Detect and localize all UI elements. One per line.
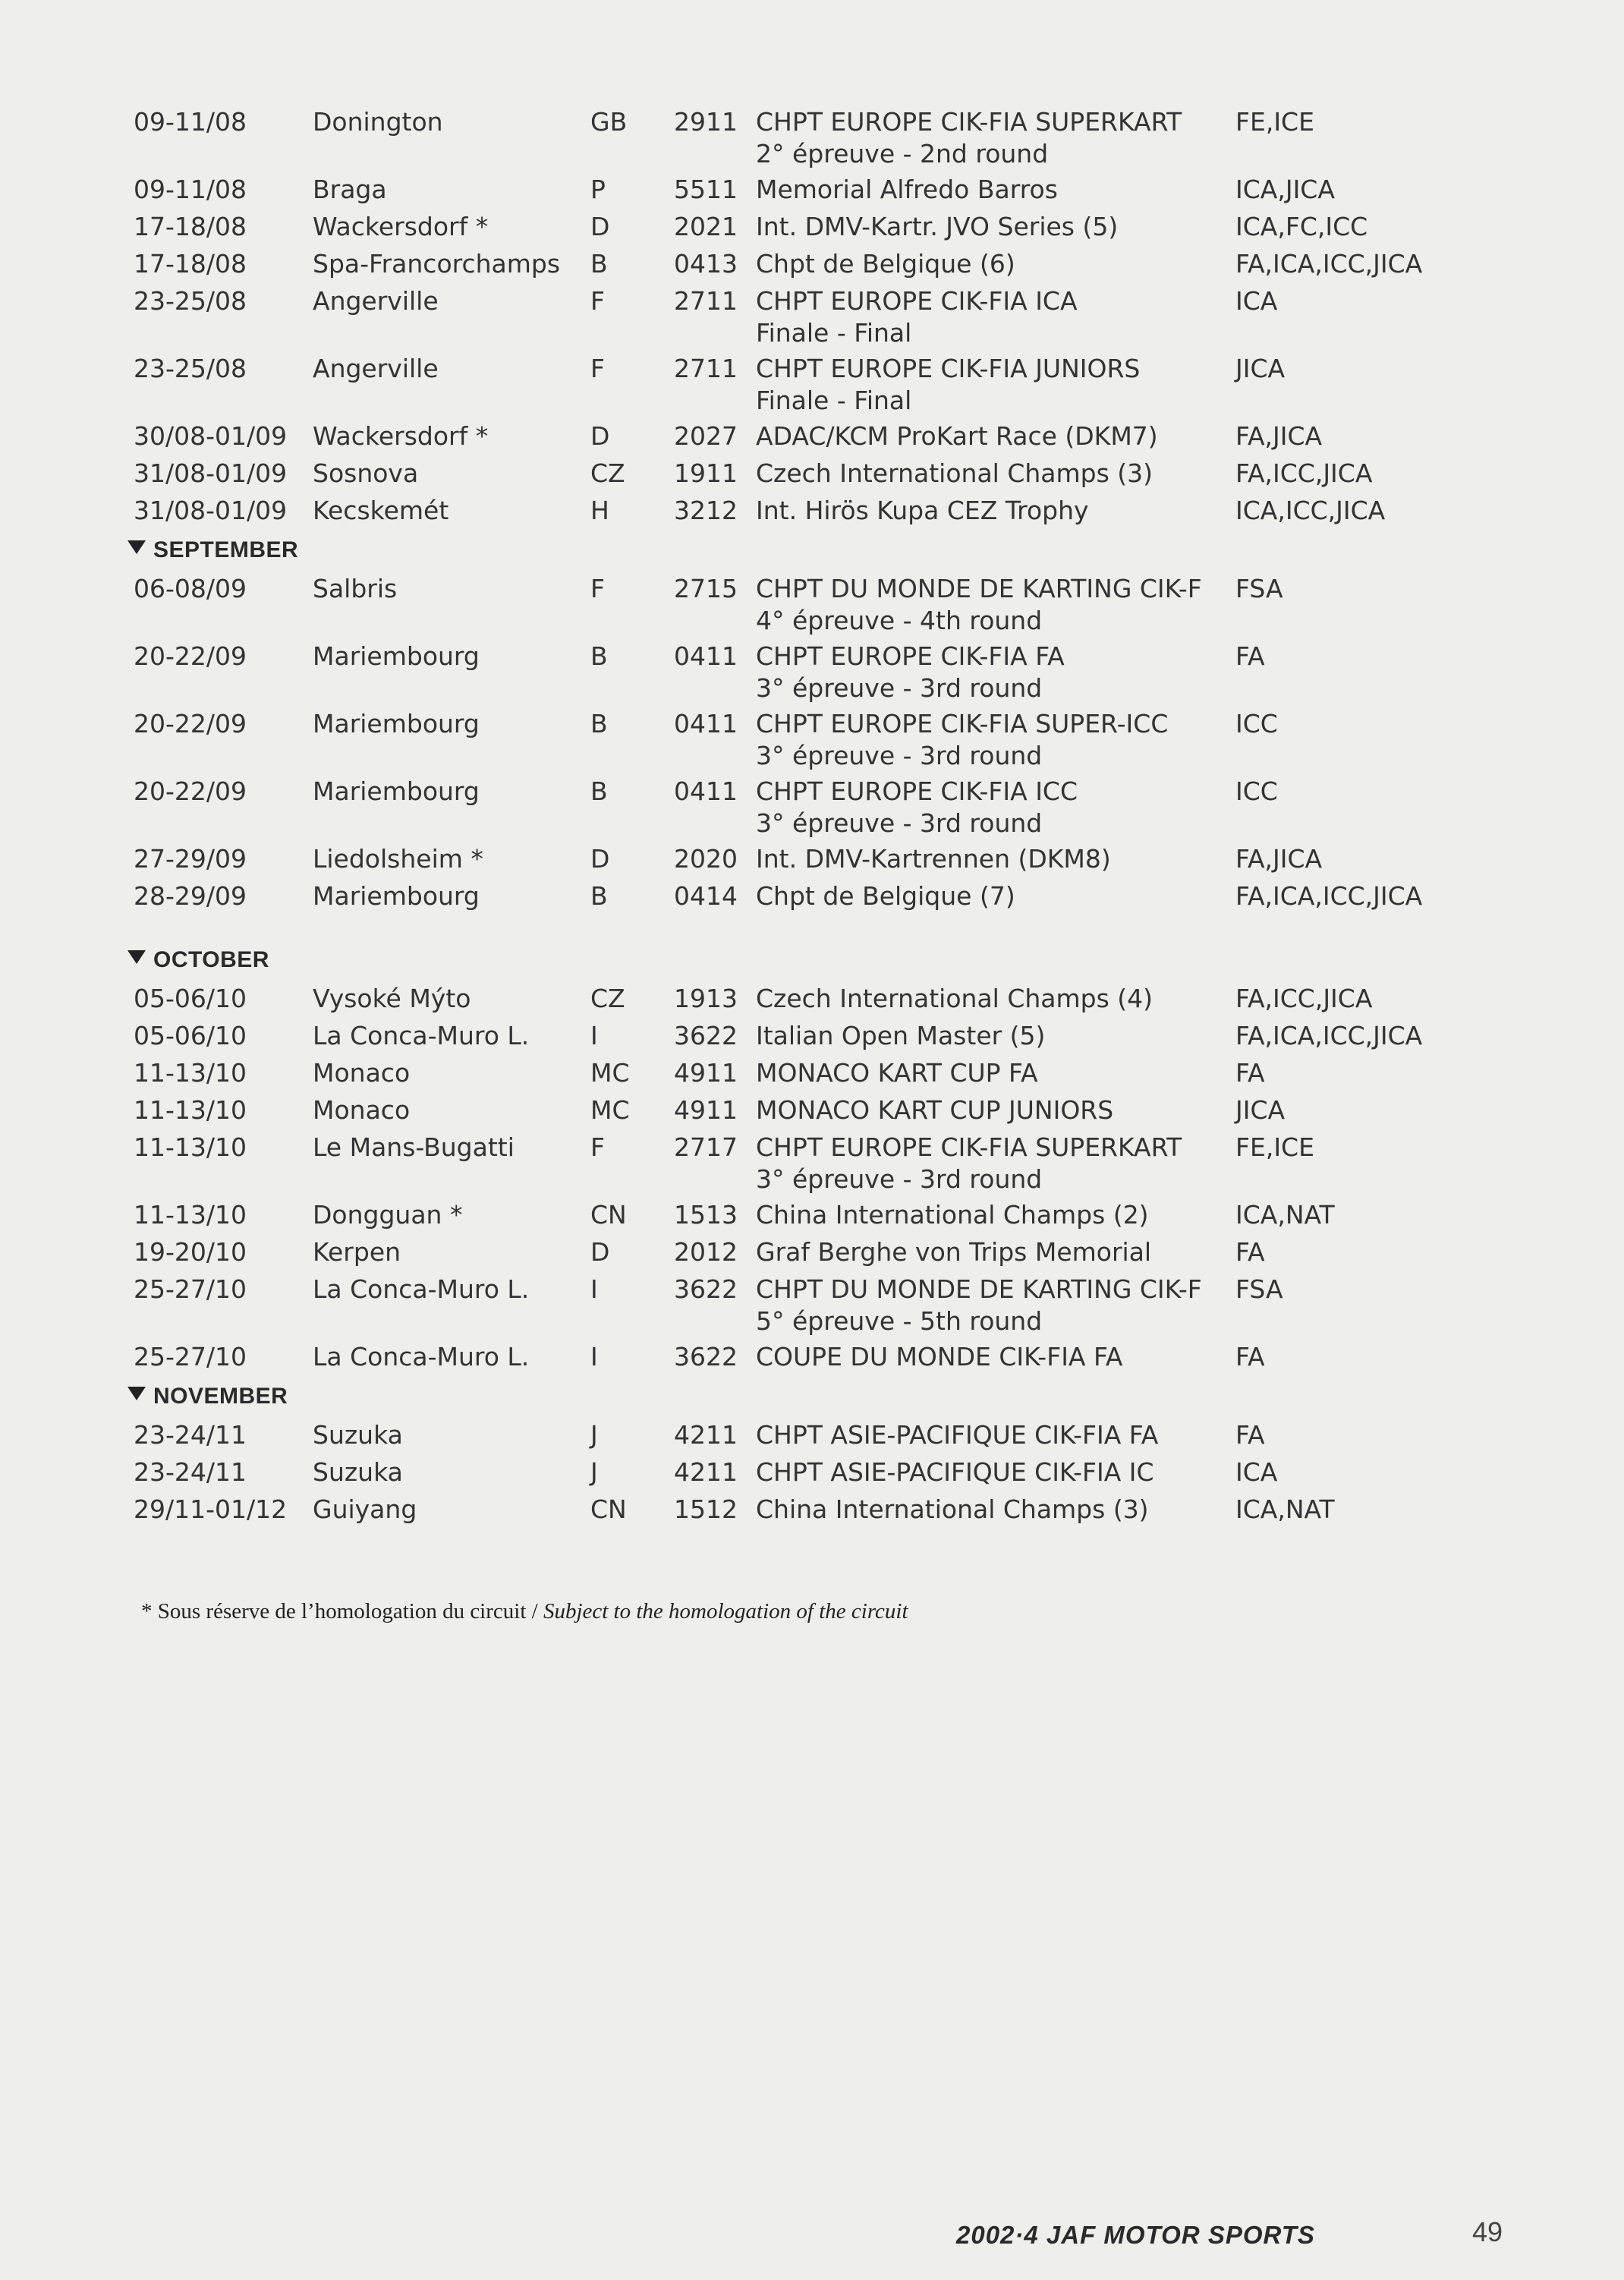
month-label: NOVEMBER (153, 1384, 288, 1409)
event-round: 2° épreuve - 2nd round (756, 139, 1049, 168)
event-name: Czech International Champs (3) (756, 458, 1153, 488)
event-title (756, 843, 1111, 875)
event-date: 11-13/10 (134, 1132, 247, 1162)
event-categories: ICC (1235, 709, 1278, 738)
event-venue: Angerville (313, 286, 439, 316)
event-date: 09-11/08 (134, 107, 247, 137)
event-venue: La Conca-Muro L. (313, 1274, 530, 1304)
event-venue: Kerpen (313, 1237, 401, 1267)
event-date: 05-06/10 (134, 984, 247, 1013)
event-venue: Mariembourg (313, 709, 480, 738)
event-code: 1913 (674, 984, 738, 1013)
event-title (756, 420, 1158, 452)
event-categories: FA (1235, 1342, 1265, 1371)
event-round: 4° épreuve - 4th round (756, 606, 1043, 635)
event-country: J (590, 1457, 598, 1487)
event-venue: Monaco (313, 1058, 411, 1088)
event-venue: Dongguan * (313, 1200, 463, 1230)
event-date: 20-22/09 (134, 709, 247, 738)
event-row (0, 776, 1624, 852)
event-country: F (590, 1132, 605, 1162)
event-categories: FA (1235, 1420, 1265, 1450)
event-round: 3° épreuve - 3rd round (756, 808, 1043, 838)
event-country: CN (590, 1200, 627, 1230)
event-country: CZ (590, 458, 625, 488)
publication-footer: 2002·4 JAF MOTOR SPORTS (956, 2221, 1315, 2249)
event-date: 23-25/08 (134, 354, 247, 383)
event-code: 5511 (674, 175, 738, 204)
event-code: 2027 (674, 421, 738, 451)
event-code: 1513 (674, 1200, 738, 1230)
event-name: CHPT ASIE-PACIFIQUE CIK-FIA IC (756, 1457, 1154, 1487)
event-country: CZ (590, 984, 625, 1013)
event-categories: ICA,NAT (1235, 1200, 1335, 1230)
event-country: J (590, 1420, 598, 1450)
event-categories: ICA,JICA (1235, 175, 1335, 204)
event-title (756, 776, 1078, 839)
event-name: Int. Hirös Kupa CEZ Trophy (756, 496, 1089, 525)
event-country: B (590, 641, 608, 671)
event-name: Graf Berghe von Trips Memorial (756, 1237, 1152, 1267)
month-heading (127, 945, 269, 975)
footnote (141, 1599, 908, 1624)
event-categories: ICA (1235, 286, 1278, 316)
event-country: MC (590, 1095, 630, 1125)
event-title (756, 641, 1065, 704)
event-categories: FA,ICC,JICA (1235, 458, 1373, 488)
event-round: Finale - Final (756, 318, 912, 348)
event-categories: FSA (1235, 1274, 1283, 1304)
event-categories: FA (1235, 641, 1265, 671)
event-venue: Mariembourg (313, 776, 480, 806)
event-code: 2711 (674, 354, 738, 383)
event-name: Chpt de Belgique (6) (756, 249, 1015, 279)
event-venue: Suzuka (313, 1420, 403, 1450)
event-venue: Donington (313, 107, 443, 137)
event-title (756, 353, 1140, 417)
triangle-down-icon (127, 1387, 146, 1400)
event-country: I (590, 1274, 598, 1304)
event-venue: La Conca-Muro L. (313, 1342, 530, 1371)
event-date: 09-11/08 (134, 175, 247, 204)
event-date: 11-13/10 (134, 1058, 247, 1088)
event-date: 06-08/09 (134, 574, 247, 603)
event-name: COUPE DU MONDE CIK-FIA FA (756, 1342, 1123, 1371)
event-name: CHPT DU MONDE DE KARTING CIK-F (756, 1274, 1202, 1304)
event-row (0, 353, 1624, 429)
event-venue: Liedolsheim * (313, 844, 483, 874)
event-categories: ICC (1235, 776, 1278, 806)
event-country: MC (590, 1058, 630, 1088)
event-date: 20-22/09 (134, 641, 247, 671)
event-title (756, 211, 1118, 243)
event-country: D (590, 844, 610, 874)
page-number: 49 (1472, 2216, 1503, 2247)
event-code: 4911 (674, 1058, 738, 1088)
event-categories: FE,ICE (1235, 107, 1314, 137)
event-name: China International Champs (2) (756, 1200, 1149, 1230)
event-title (756, 495, 1089, 527)
event-country: D (590, 421, 610, 451)
event-venue: Angerville (313, 354, 439, 383)
event-title (756, 708, 1168, 772)
event-code: 1512 (674, 1494, 738, 1524)
event-country: B (590, 881, 608, 911)
event-code: 2911 (674, 107, 738, 137)
month-label: OCTOBER (153, 947, 269, 972)
event-country: D (590, 1237, 610, 1267)
event-code: 0413 (674, 249, 738, 279)
event-row (0, 641, 1624, 716)
month-label: SEPTEMBER (153, 537, 299, 562)
event-venue: Monaco (313, 1095, 411, 1125)
event-country: F (590, 286, 605, 316)
event-date: 30/08-01/09 (134, 421, 288, 451)
event-country: F (590, 574, 605, 603)
event-categories: FA,ICA,ICC,JICA (1235, 881, 1423, 911)
event-code: 0414 (674, 881, 738, 911)
event-code: 0411 (674, 641, 738, 671)
event-row (0, 708, 1624, 784)
event-date: 29/11-01/12 (134, 1494, 288, 1524)
event-date: 31/08-01/09 (134, 458, 288, 488)
event-title (756, 1236, 1151, 1268)
triangle-down-icon (127, 950, 146, 964)
event-date: 05-06/10 (134, 1021, 247, 1050)
event-title (756, 573, 1202, 637)
triangle-down-icon (127, 540, 146, 554)
event-country: B (590, 249, 608, 279)
event-code: 4911 (674, 1095, 738, 1125)
event-venue: Mariembourg (313, 881, 480, 911)
event-venue: Sosnova (313, 458, 419, 488)
event-categories: ICA (1235, 1457, 1278, 1487)
event-venue: Kecskemét (313, 496, 449, 525)
event-title (756, 1094, 1113, 1126)
event-date: 31/08-01/09 (134, 496, 288, 525)
event-title (756, 1020, 1045, 1052)
event-name: MONACO KART CUP FA (756, 1058, 1038, 1088)
event-venue: Guiyang (313, 1494, 417, 1524)
event-venue: Vysoké Mýto (313, 984, 471, 1013)
event-round: 5° épreuve - 5th round (756, 1306, 1043, 1336)
event-date: 25-27/10 (134, 1342, 247, 1371)
event-country: F (590, 354, 605, 383)
event-categories: JICA (1235, 354, 1286, 383)
event-date: 27-29/09 (134, 844, 247, 874)
event-name: CHPT EUROPE CIK-FIA ICA (756, 286, 1078, 316)
event-venue: Mariembourg (313, 641, 480, 671)
event-categories: FA,JICA (1235, 421, 1323, 451)
event-code: 4211 (674, 1420, 738, 1450)
event-name: CHPT EUROPE CIK-FIA FA (756, 641, 1065, 671)
event-code: 3622 (674, 1274, 738, 1304)
event-country: CN (590, 1494, 627, 1524)
event-row (0, 1274, 1624, 1349)
event-name: Chpt de Belgique (7) (756, 881, 1015, 911)
event-date: 23-25/08 (134, 286, 247, 316)
event-title (756, 248, 1015, 280)
event-code: 2711 (674, 286, 738, 316)
event-title (756, 1419, 1158, 1451)
event-code: 2717 (674, 1132, 738, 1162)
event-code: 2021 (674, 212, 738, 241)
event-venue: Suzuka (313, 1457, 403, 1487)
event-title (756, 1341, 1123, 1373)
event-country: B (590, 709, 608, 738)
event-row (0, 573, 1624, 649)
event-title (756, 1199, 1149, 1231)
event-name: CHPT EUROPE CIK-FIA SUPERKART (756, 107, 1182, 137)
event-date: 23-24/11 (134, 1420, 247, 1450)
event-name: CHPT EUROPE CIK-FIA JUNIORS (756, 354, 1141, 383)
event-categories: FA,ICA,ICC,JICA (1235, 249, 1423, 279)
footnote-translation: Subject to the homologation of the circuit (543, 1599, 908, 1623)
event-date: 11-13/10 (134, 1200, 247, 1230)
event-title (756, 1274, 1202, 1337)
event-venue: Spa-Francorchamps (313, 249, 561, 279)
month-heading (127, 535, 298, 565)
event-name: MONACO KART CUP JUNIORS (756, 1095, 1114, 1125)
event-code: 1911 (674, 458, 738, 488)
month-heading (127, 1381, 288, 1412)
event-country: I (590, 1021, 598, 1050)
event-name: CHPT EUROPE CIK-FIA SUPERKART (756, 1132, 1182, 1162)
event-round: 3° épreuve - 3rd round (756, 673, 1043, 703)
event-title (756, 285, 1078, 349)
event-categories: FA (1235, 1237, 1265, 1267)
event-title (756, 106, 1182, 170)
event-categories: FA,JICA (1235, 844, 1323, 874)
event-code: 2020 (674, 844, 738, 874)
event-round: 3° épreuve - 3rd round (756, 1164, 1043, 1194)
event-categories: ICA,ICC,JICA (1235, 496, 1386, 525)
event-date: 17-18/08 (134, 249, 247, 279)
event-categories: FA (1235, 1058, 1265, 1088)
event-title (756, 1132, 1182, 1195)
event-code: 3622 (674, 1342, 738, 1371)
event-venue: Braga (313, 175, 387, 204)
event-row (0, 106, 1624, 182)
event-name: CHPT ASIE-PACIFIQUE CIK-FIA FA (756, 1420, 1159, 1450)
event-date: 25-27/10 (134, 1274, 247, 1304)
event-code: 0411 (674, 776, 738, 806)
event-name: Memorial Alfredo Barros (756, 175, 1058, 204)
footnote-text: * Sous réserve de l’homologation du circuit / (141, 1599, 543, 1623)
event-round: 3° épreuve - 3rd round (756, 741, 1043, 770)
event-title (756, 983, 1153, 1015)
event-categories: ICA,NAT (1235, 1494, 1335, 1524)
event-date: 23-24/11 (134, 1457, 247, 1487)
event-country: I (590, 1342, 598, 1371)
event-name: CHPT EUROPE CIK-FIA SUPER-ICC (756, 709, 1169, 738)
event-row (0, 1494, 1624, 1570)
event-title (756, 1494, 1149, 1526)
event-date: 19-20/10 (134, 1237, 247, 1267)
event-venue: Wackersdorf * (313, 212, 489, 241)
event-categories: ICA,FC,ICC (1235, 212, 1368, 241)
event-title (756, 880, 1015, 912)
event-date: 11-13/10 (134, 1095, 247, 1125)
event-date: 20-22/09 (134, 776, 247, 806)
event-venue: Wackersdorf * (313, 421, 489, 451)
event-code: 3622 (674, 1021, 738, 1050)
event-name: CHPT DU MONDE DE KARTING CIK-F (756, 574, 1202, 603)
event-title (756, 1057, 1038, 1089)
event-name: China International Champs (3) (756, 1494, 1149, 1524)
event-venue: Le Mans-Bugatti (313, 1132, 515, 1162)
event-title (756, 458, 1153, 490)
event-venue: La Conca-Muro L. (313, 1021, 530, 1050)
event-title (756, 1456, 1154, 1488)
event-country: GB (590, 107, 628, 137)
event-name: Italian Open Master (5) (756, 1021, 1046, 1050)
event-title (756, 174, 1058, 206)
event-code: 3212 (674, 496, 738, 525)
event-categories: FE,ICE (1235, 1132, 1314, 1162)
event-date: 28-29/09 (134, 881, 247, 911)
event-code: 0411 (674, 709, 738, 738)
event-venue: Salbris (313, 574, 398, 603)
event-name: Czech International Champs (4) (756, 984, 1153, 1013)
event-name: CHPT EUROPE CIK-FIA ICC (756, 776, 1078, 806)
event-row (0, 285, 1624, 361)
event-code: 4211 (674, 1457, 738, 1487)
event-round: Finale - Final (756, 386, 912, 415)
event-categories: JICA (1235, 1095, 1286, 1125)
event-name: ADAC/KCM ProKart Race (DKM7) (756, 421, 1158, 451)
event-country: D (590, 212, 610, 241)
event-categories: FSA (1235, 574, 1283, 603)
event-country: B (590, 776, 608, 806)
event-row (0, 1132, 1624, 1208)
event-date: 17-18/08 (134, 212, 247, 241)
event-categories: FA,ICC,JICA (1235, 984, 1373, 1013)
event-name: Int. DMV-Kartr. JVO Series (5) (756, 212, 1119, 241)
event-country: H (590, 496, 609, 525)
event-code: 2012 (674, 1237, 738, 1267)
event-name: Int. DMV-Kartrennen (DKM8) (756, 844, 1111, 874)
event-country: P (590, 175, 606, 204)
event-code: 2715 (674, 574, 738, 603)
event-categories: FA,ICA,ICC,JICA (1235, 1021, 1423, 1050)
